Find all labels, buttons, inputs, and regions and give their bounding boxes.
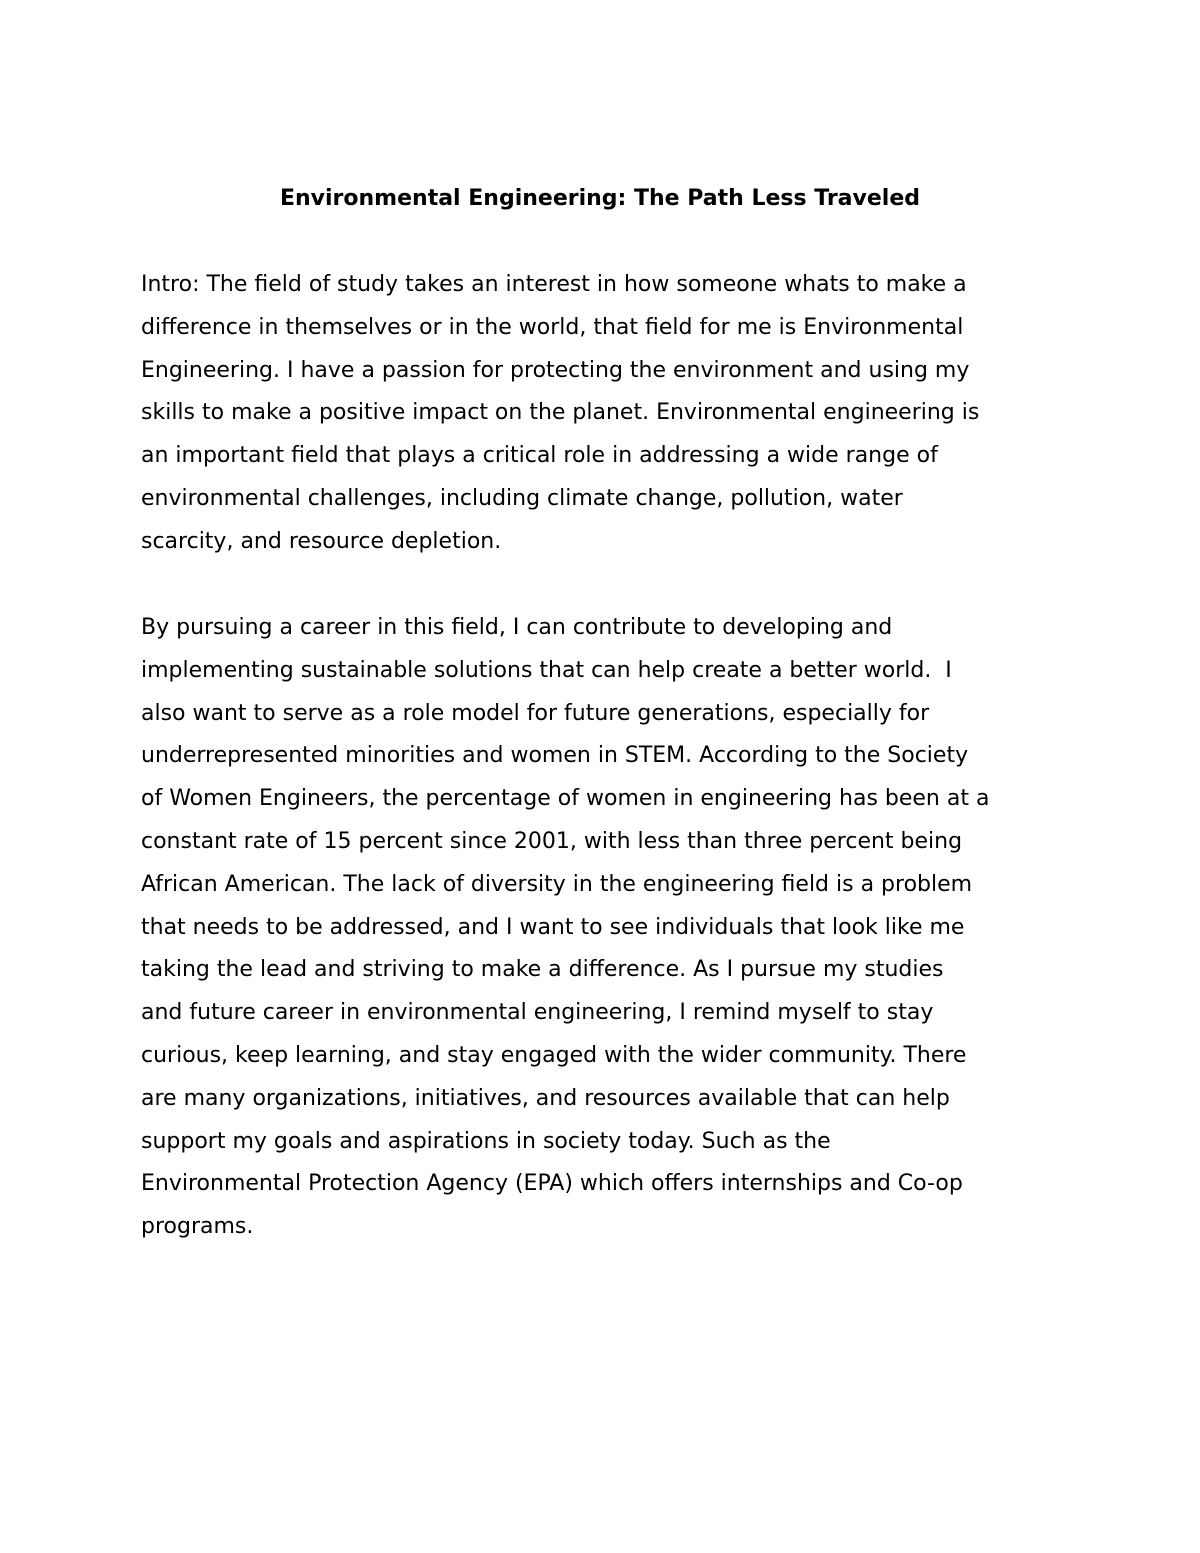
paragraph-career bbox=[141, 607, 1061, 1249]
paragraph-line: that needs to be addressed, and I want to see individuals that look like me bbox=[141, 914, 965, 940]
paragraph-line: curious, keep learning, and stay engaged with the wider community. There bbox=[141, 1042, 967, 1068]
paragraph-line: constant rate of 15 percent since 2001, with less than three percent being bbox=[141, 828, 963, 854]
paragraph-line: Intro: The field of study takes an interest in how someone whats to make a bbox=[141, 272, 967, 297]
paragraph-line: environmental challenges, including climate change, pollution, water bbox=[141, 485, 903, 511]
paragraph-line: programs. bbox=[141, 1214, 254, 1240]
paragraph-intro bbox=[141, 264, 1061, 564]
paragraph-line: underrepresented minorities and women in STEM. According to the Society bbox=[141, 743, 969, 769]
paragraph-line: are many organizations, initiatives, and resources available that can help bbox=[141, 1085, 950, 1111]
paragraph-line: implementing sustainable solutions that can help create a better world. I bbox=[141, 657, 952, 683]
paragraph-line: Engineering. I have a passion for protecting the environment and using my bbox=[141, 357, 970, 383]
paragraph-line: support my goals and aspirations in society today. Such as the bbox=[141, 1128, 831, 1154]
document-title: Environmental Engineering: The Path Less Traveled bbox=[279, 186, 921, 211]
paragraph-line: African American. The lack of diversity in the engineering field is a problem bbox=[141, 871, 973, 897]
paragraph-line: an important field that plays a critical role in addressing a wide range of bbox=[141, 443, 938, 469]
paragraph-line: difference in themselves or in the world, that field for me is Environmental bbox=[141, 314, 964, 340]
paragraph-line: Environmental Protection Agency (EPA) which offers internships and Co-op bbox=[141, 1171, 963, 1197]
paragraph-line: of Women Engineers, the percentage of women in engineering has been at a bbox=[141, 786, 990, 812]
paragraph-line: skills to make a positive impact on the planet. Environmental engineering is bbox=[141, 400, 980, 426]
paragraph-line: also want to serve as a role model for future generations, especially for bbox=[141, 700, 930, 726]
paragraph-line: taking the lead and striving to make a difference. As I pursue my studies bbox=[141, 957, 944, 983]
paragraph-line: and future career in environmental engineering, I remind myself to stay bbox=[141, 1000, 934, 1026]
paragraph-line: By pursuing a career in this field, I can contribute to developing and bbox=[141, 615, 893, 640]
paragraph-line: scarcity, and resource depletion. bbox=[141, 528, 502, 554]
